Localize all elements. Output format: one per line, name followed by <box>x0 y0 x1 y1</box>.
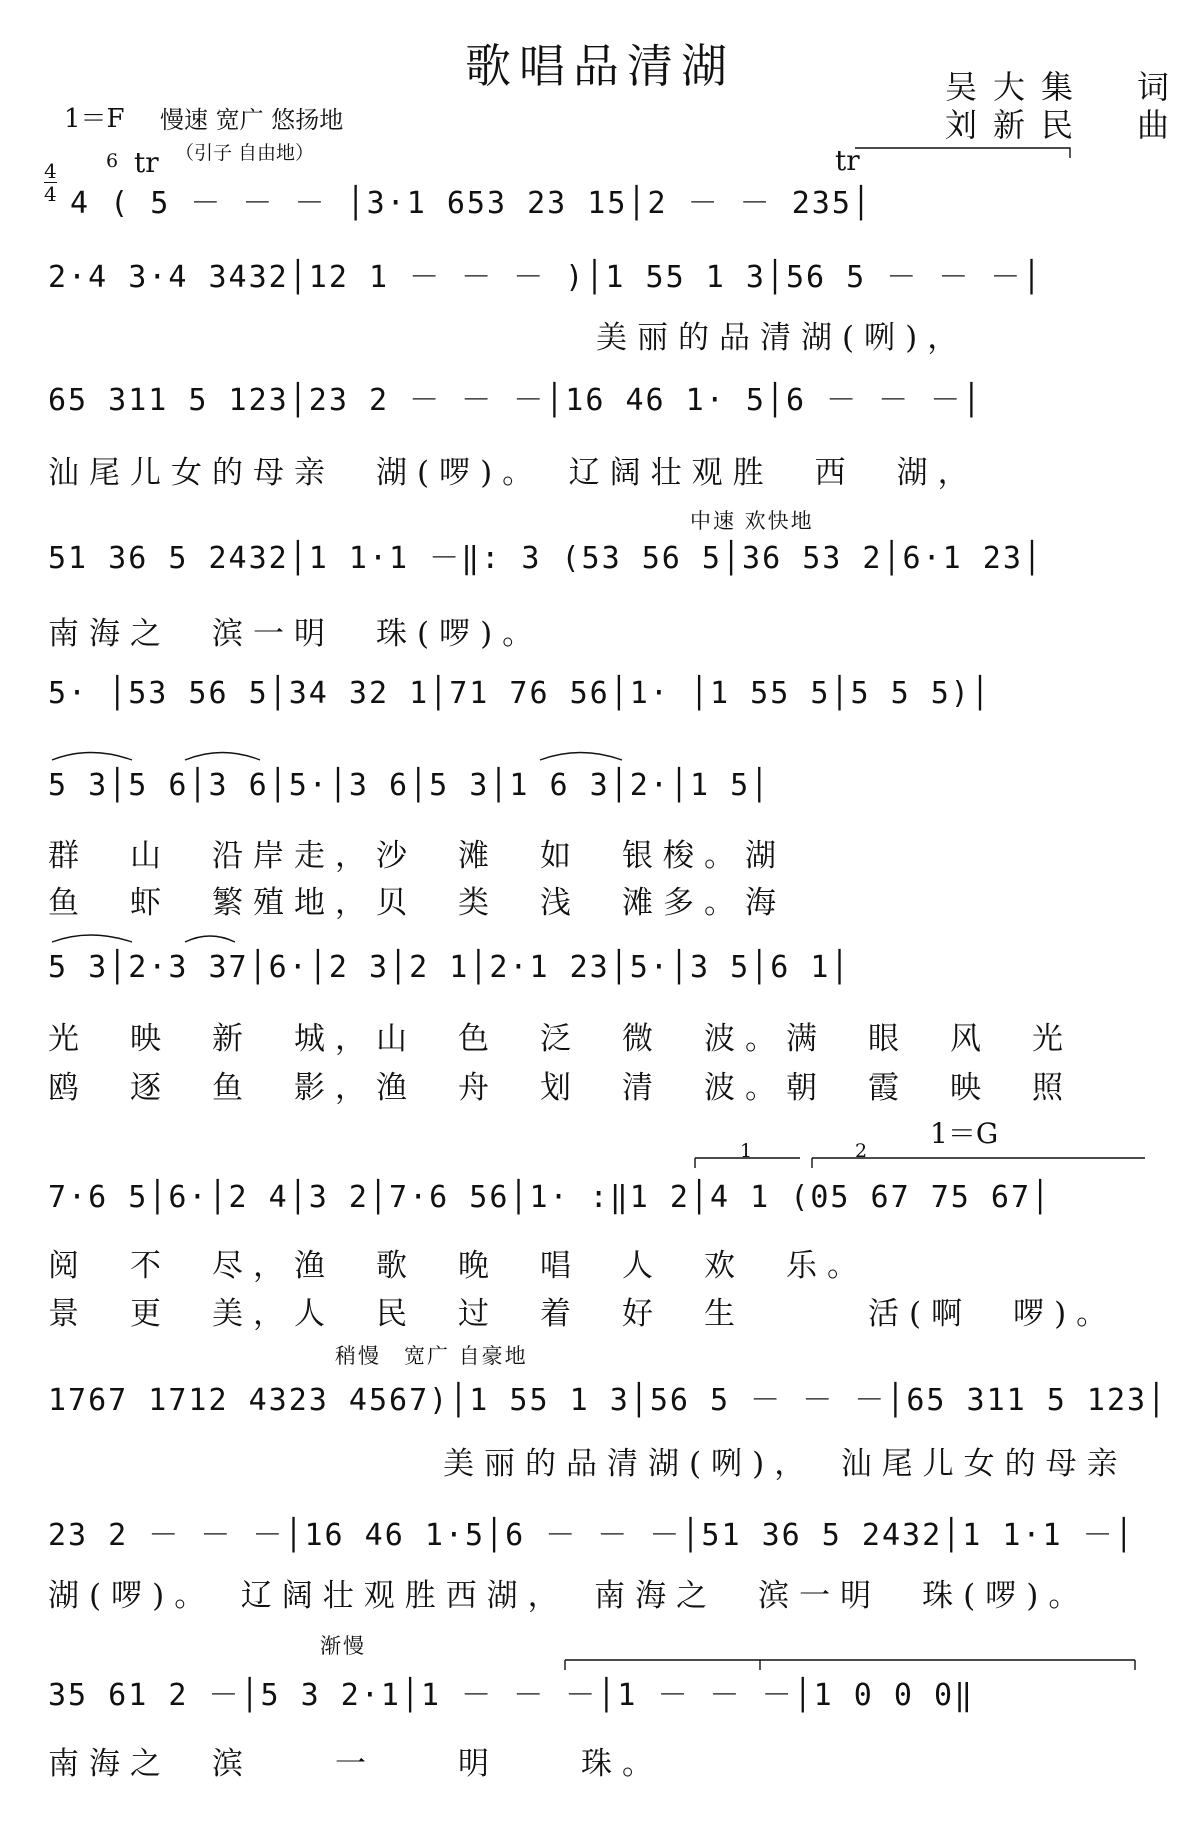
volta-brackets <box>695 1158 1145 1168</box>
final-tie-bracket <box>565 1660 1135 1670</box>
composer-credit: 刘新民 曲 <box>945 106 1186 144</box>
lyric-row-8b: 景 更 美，人 民 过 着 好 生 活(啊 啰)。 <box>48 1296 1118 1332</box>
grace-note: 6 <box>106 150 119 172</box>
slur-row-6-1 <box>52 753 132 761</box>
volta-1-label: 1 <box>740 1140 753 1162</box>
score-row-8: 7·6 5│6·│2 4│3 2│7·6 56│1· :‖1 2│4 1 (05 67 75 67│ <box>48 1180 1052 1215</box>
score-row-7: 5 3│2·3 37│6·│2 3│2 1│2·1 23│5·│3 5│6 1│ <box>48 950 851 985</box>
slur-row-6-2 <box>185 753 260 761</box>
score-row-3: 65 311 5 123│23 2 － － －│16 46 1· 5│6 － － －│ <box>48 383 983 418</box>
lyric-row-8a: 阅 不 尽，渔 歌 晚 唱 人 欢 乐。 <box>48 1248 868 1284</box>
score-row-2: 2·4 3·4 3432│12 1 － － － )│1 55 1 3│56 5 － － －│ <box>48 260 1043 295</box>
lyricist-credit: 吴大集 词 <box>945 68 1186 106</box>
score-row-11: 35 61 2 －│5 3 2·1│1 － － －│1 － － －│1 0 0 0‖ <box>48 1678 975 1713</box>
trill-marking-2: tr <box>835 144 860 177</box>
intro-marking: （引子 自由地） <box>175 142 315 164</box>
lyric-row-6b: 鱼 虾 繁殖地，贝 类 浅 滩多。海 <box>48 885 786 921</box>
score-row-5: 5· │53 56 5│34 32 1│71 76 56│1· │1 55 5│5 5 5)│ <box>48 676 991 711</box>
tempo-marking: 慢速 宽广 悠扬地 <box>160 106 344 134</box>
lyric-row-11: 南海之 滨 一 明 珠。 <box>48 1746 663 1782</box>
tempo-change-marking: 中速 欢快地 <box>690 509 814 533</box>
lyric-row-7b: 鸥 逐 鱼 影，渔 舟 划 清 波。朝 霞 映 照 <box>48 1070 1073 1106</box>
lyric-row-2: 美丽的品清湖(咧)， <box>596 320 969 356</box>
tempo-marking-3: 稍慢 宽广 自豪地 <box>335 1344 528 1368</box>
trill-extension-line <box>855 148 1070 158</box>
lyric-row-9: 美丽的品清湖(咧)， 汕尾儿女的母亲 <box>443 1446 1128 1482</box>
score-row-6: 5 3│5 6│3 6│5·│3 6│5 3│1 6 3│2·│1 5│ <box>48 768 771 803</box>
lyric-row-4: 南海之 滨一明 珠(啰)。 <box>48 616 544 652</box>
key-signature: 1＝F <box>64 104 125 134</box>
tempo-marking-4: 渐慢 <box>320 1634 366 1658</box>
time-signature-top: 4 <box>44 159 57 183</box>
volta-2-label: 2 <box>855 1140 868 1162</box>
slur-row-7-1 <box>52 935 132 942</box>
score-row-1: 4 ( 5 － － － │3·1 653 23 15│2 － － 235│ <box>70 186 872 221</box>
trill-marking: tr <box>134 146 159 179</box>
slur-row-7-2 <box>185 936 235 942</box>
lyric-row-7a: 光 映 新 城，山 色 泛 微 波。满 眼 风 光 <box>48 1021 1073 1057</box>
score-row-10: 23 2 － － －│16 46 1·5│6 － － －│51 36 5 2432│1 1·1 －│ <box>48 1518 1135 1553</box>
score-row-4: 51 36 5 2432│1 1·1 －‖: 3 (53 56 5│36 53 2│6·1 23│ <box>48 541 1043 576</box>
lyric-row-6a: 群 山 沿岸走，沙 滩 如 银梭。湖 <box>48 838 786 874</box>
score-row-9: 1767 1712 4323 4567)│1 55 1 3│56 5 － － －│65 311 5 123│ <box>48 1383 1168 1418</box>
time-signature-bottom: 4 <box>44 182 57 206</box>
slur-row-6-3 <box>540 753 622 761</box>
key-change: 1＝G <box>930 1117 999 1150</box>
song-title: 歌唱品清湖 <box>465 39 735 93</box>
lyric-row-10: 湖(啰)。 辽阔壮观胜西湖， 南海之 滨一明 珠(啰)。 <box>48 1578 1090 1614</box>
lyric-row-3: 汕尾儿女的母亲 湖(啰)。 辽阔壮观胜 西 湖， <box>48 455 979 491</box>
